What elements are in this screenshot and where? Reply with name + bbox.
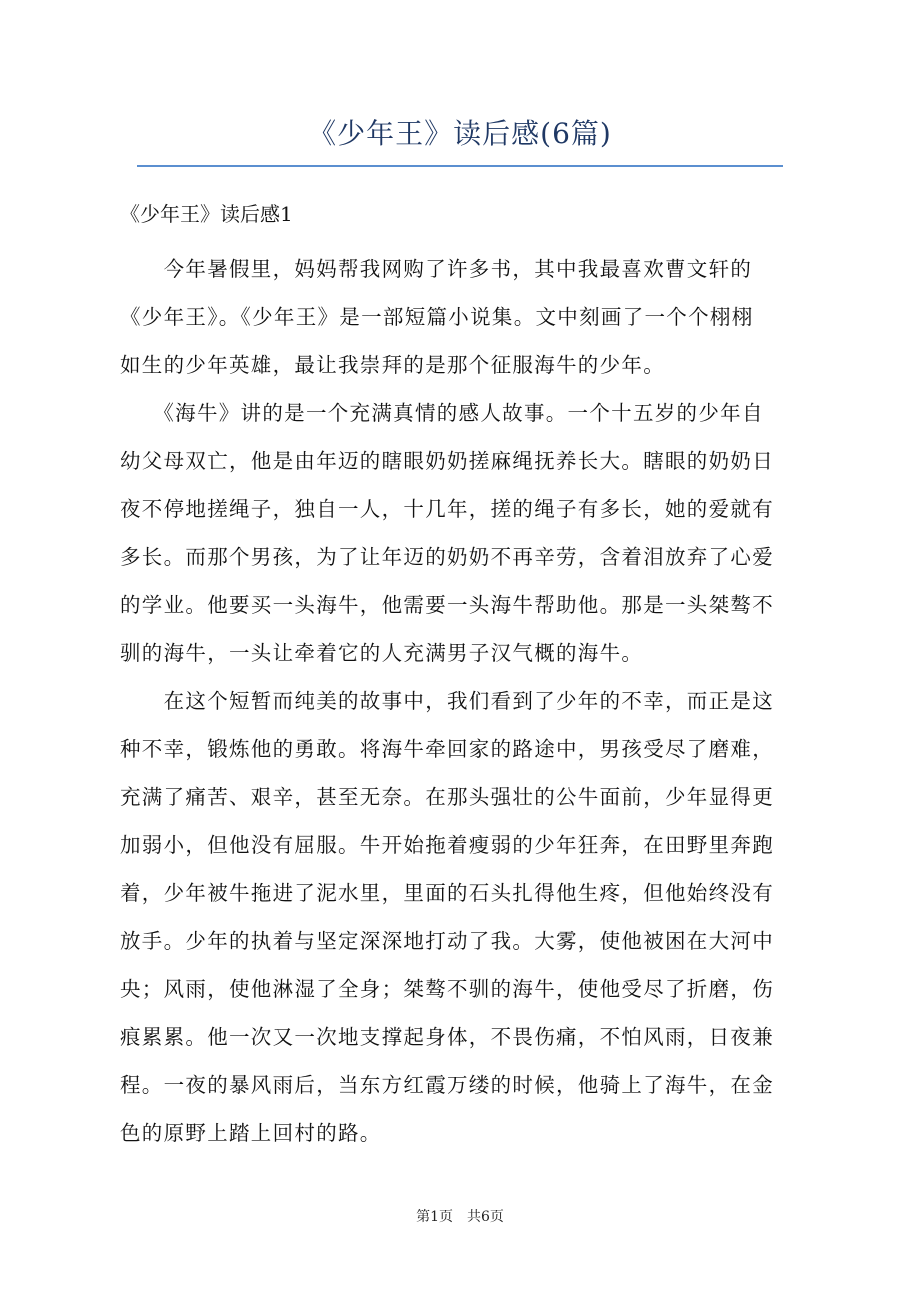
text-line: 种不幸，锻炼他的勇敢。将海牛牵回家的路途中，男孩受尽了磨难，: [120, 737, 774, 761]
title-divider: [137, 165, 783, 167]
text-line: 今年暑假里，妈妈帮我网购了许多书，其中我最喜欢曹文轩的: [120, 257, 753, 281]
text-line: 着，少年被牛拖进了泥水里，里面的石头扎得他生疼，但他始终没有: [120, 881, 774, 905]
document-title: 《少年王》读后感(6篇): [308, 117, 612, 150]
page-footer: 第1页 共6页: [416, 1209, 504, 1225]
text-line: 如生的少年英雄，最让我崇拜的是那个征服海牛的少年。: [120, 353, 665, 377]
text-line: 多长。而那个男孩，为了让年迈的奶奶不再辛劳，含着泪放弃了心爱: [120, 545, 774, 569]
text-line: 夜不停地搓绳子，独自一人，十几年，搓的绳子有多长，她的爱就有: [120, 497, 774, 521]
text-line: 央；风雨，使他淋湿了全身；桀骜不驯的海牛，使他受尽了折磨，伤: [120, 977, 774, 1001]
document-body: [120, 196, 810, 1157]
text-line: 幼父母双亡，他是由年迈的瞎眼奶奶搓麻绳抚养长大。瞎眼的奶奶日: [120, 449, 774, 473]
text-line: 在这个短暂而纯美的故事中，我们看到了少年的不幸，而正是这: [120, 689, 774, 713]
text-line: 放手。少年的执着与坚定深深地打动了我。大雾，使他被困在大河中: [120, 929, 774, 953]
body-text: [120, 245, 810, 1157]
text-line: 色的原野上踏上回村的路。: [120, 1121, 382, 1145]
text-line: 《少年王》。《少年王》是一部短篇小说集。文中刻画了一个个栩栩: [120, 305, 754, 329]
text-line: 驯的海牛，一头让牵着它的人充满男子汉气概的海牛。: [120, 641, 644, 665]
text-line: 充满了痛苦、艰辛，甚至无奈。在那头强壮的公牛面前，少年显得更: [120, 785, 774, 809]
text-line: 《海牛》讲的是一个充满真情的感人故事。一个十五岁的少年自: [120, 401, 764, 425]
text-line: 的学业。他要买一头海牛，他需要一头海牛帮助他。那是一头桀骜不: [120, 593, 774, 617]
section-heading: 《少年王》读后感1: [120, 202, 293, 226]
text-line: 痕累累。他一次又一次地支撑起身体，不畏伤痛，不怕风雨，日夜兼: [120, 1025, 774, 1049]
text-line: 程。一夜的暴风雨后，当东方红霞万缕的时候，他骑上了海牛，在金: [120, 1073, 774, 1097]
text-line: 加弱小，但他没有屈服。牛开始拖着瘦弱的少年狂奔，在田野里奔跑: [120, 833, 774, 857]
